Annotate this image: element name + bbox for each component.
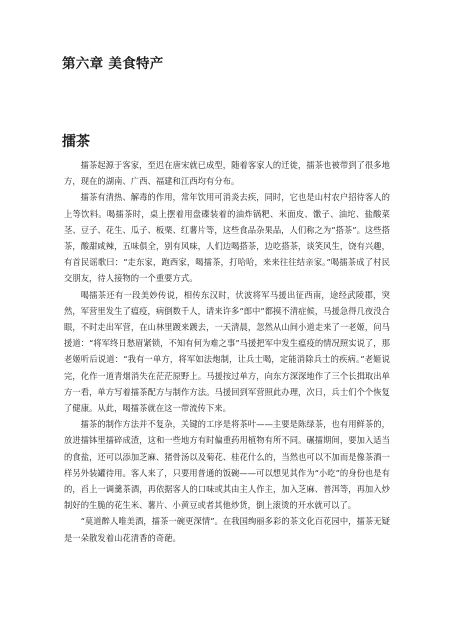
- paragraph: 喝擂茶还有一段美妙传说，相传东汉时，伏波将军马援出征西南，途经武陵郡，突然，军营里发生了瘟疫，病倒数千人，请来许多“郎中”都摸不清症候，马援急得几夜没合眼，不时走出军营，在山林里踱来踱去，一天清晨，忽然从山间小道走来了一老姬，问马援道：“将军终日愁眉紧锁，不知有何为难之事”马援把军中发生瘟疫的情况照实说了，那老姬听后说道：“我有一单方，将军如法炮制，让兵士喝，定能消除兵士的疾病。”老姬说完，化作一道青烟消失在茫茫原野上。马援按过单方，向东方深深地作了三个长揖取出单方一看，单方写着擂茶配方与制作方法。马援回到军营照此办理，次日，兵士们个个恢复了健康。从此，喝擂茶就在这一带流传下来。: [64, 289, 390, 414]
- article-body: [64, 157, 390, 546]
- paragraph: 擂茶有清热、解毒的作用，常年饮用可消炎去疾，同时，它也是山村农户招待客人的上等饮料。喝擂茶时，桌上摆着用盘碟装着的油炸锅粑、米面皮、馓子、油坨、盐酸菜茎、豆子、花生、瓜子、板栗、红薯片等，这些食品杂果品，人们称之为“搭茶”。这些搭茶，酸甜咸辣，五味俱全，别有风味，人们边喝搭茶，边吃搭茶，谈笑风生，饶有兴趣，有首民谣歌曰：“走东家，跑西家，喝擂茶，打哈哈，来来往往结亲家。”喝擂茶成了村民交朋友，待人接物的一个重要方式。: [64, 192, 390, 284]
- paragraph: “莫道醉人唯美酒，擂茶一碗更深情”。在我国绚丽多彩的茶文化百花园中，擂茶无疑是一朵散发着山花清香的奇葩。: [64, 516, 390, 543]
- paragraph: 擂茶起源于客家，至迟在唐宋就已成型，随着客家人的迁徙，擂茶也被带到了很多地方，现在的湖南、广西、福建和江西均有分布。: [64, 160, 390, 187]
- section-title: 擂茶: [62, 134, 90, 150]
- chapter-title: 第六章 美食特产: [62, 56, 164, 72]
- paragraph: 擂茶的制作方法并不复杂，关键的工序是将茶叶——主要是陈绿茶，也有用鲜茶的，放进擂钵里擂碎成渣，这和一些地方有时偏重药用植物有所不同。碾擂期间，要加入适当的食盐，还可以添加芝麻、猪骨汤以及菊花、桂花什么的，当然也可以不加而是像茶酒一样另外装罐待用。客人来了，只要用普通的饭碗——可以想见其作为“小吃”的身份也是有的，舀上一调羹茶酒，再依据客人的口味或其由主人作主，加入芝麻、普洱等，再加入炒制好的生脆的花生米、薯片、小黄豆或者其他炒货，倒上滚烫的开水就可以了。: [64, 419, 390, 511]
